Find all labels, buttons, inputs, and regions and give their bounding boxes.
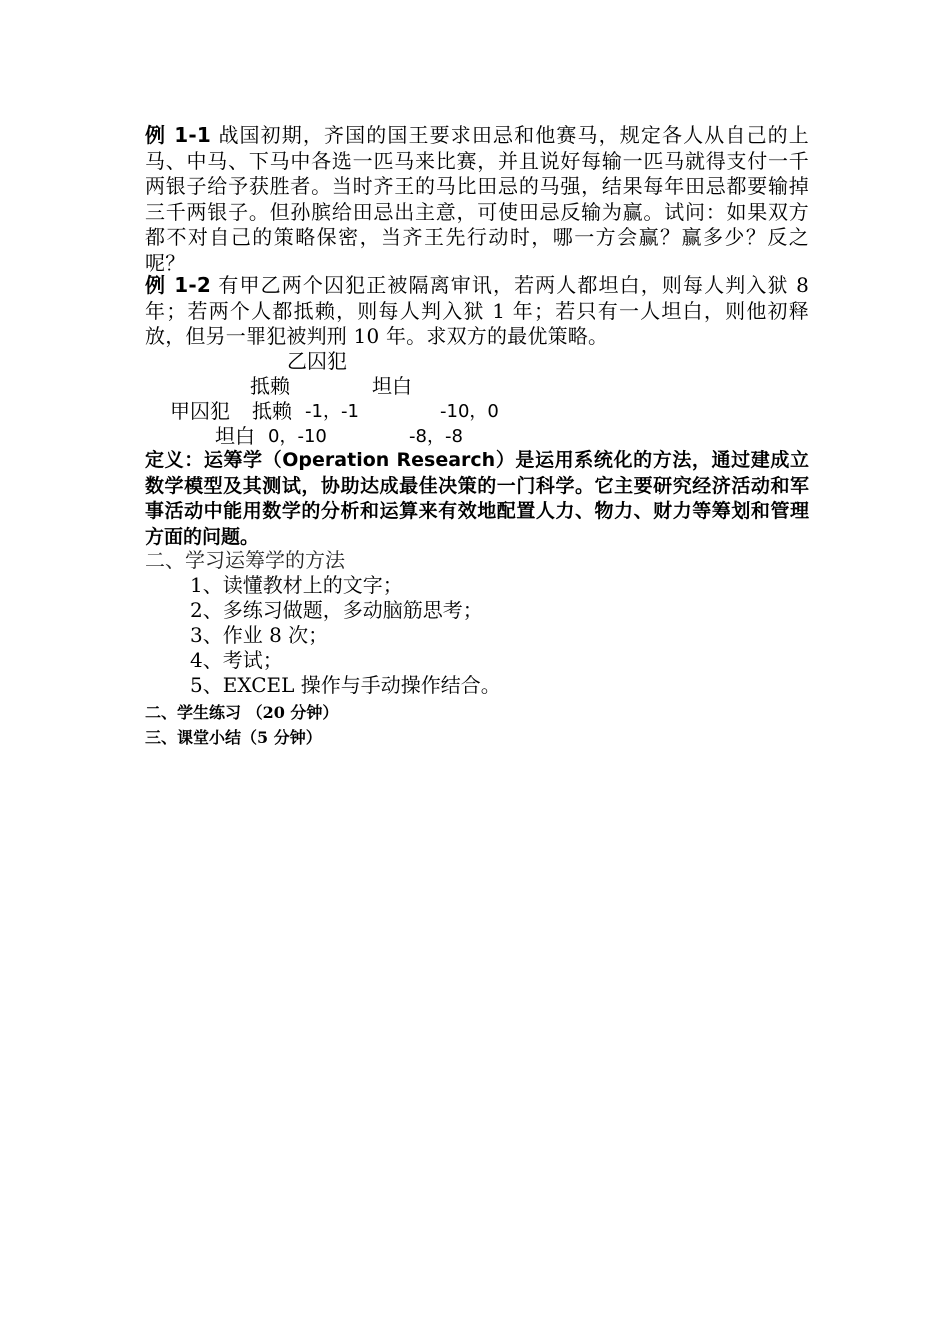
column-strategy-deny: 抵赖 <box>250 374 290 398</box>
method-item-1: 1、读懂教材上的文字； <box>190 573 403 597</box>
example-2-text: 有甲乙两个囚犯正被隔离审讯，若两人都坦白，则每人判入狱 8 年；若两个人都抵赖，则每人判入狱 1 年；若只有一人坦白，则他初释放，但另一罪犯被判刑 10 年。求双方的最优策略。 <box>145 273 809 348</box>
method-item-4: 4、考试； <box>190 648 283 672</box>
methods-heading: 二、学习运筹学的方法 <box>145 548 345 572</box>
payoff-confess-deny: 0，-10 <box>268 426 327 447</box>
column-player-label: 乙囚犯 <box>287 349 347 373</box>
method-item-3: 3、作业 8 次； <box>190 623 329 647</box>
method-item-5: 5、EXCEL 操作与手动操作结合。 <box>190 673 501 697</box>
row-strategy-confess: 坦白 <box>215 424 255 448</box>
row-player-label: 甲囚犯 <box>170 399 230 423</box>
example-1-text: 战国初期，齐国的国王要求田忌和他赛马，规定各人从自己的上马、中马、下马中各选一匹马来比赛，并且说好每输一匹马就得支付一千两银子给予获胜者。当时齐王的马比田忌的马强，结果每年田忌都要输掉三千两银子。但孙膑给田忌出主意，可使田忌反输为赢。试问：如果双方都不对自己的策略保密，当齐王先行动时，哪一方会赢？赢多少？反之呢？ <box>145 123 809 275</box>
payoff-deny-deny: -1，-1 <box>305 401 359 422</box>
example-2-label: 例 1-2 <box>145 273 211 297</box>
column-strategy-confess: 坦白 <box>372 374 412 398</box>
row-strategy-deny: 抵赖 <box>252 399 292 423</box>
method-item-2: 2、多练习做题，多动脑筋思考； <box>190 598 483 622</box>
payoff-deny-confess: -10，0 <box>440 401 499 422</box>
section-class-summary: 三、课堂小结（5 分钟） <box>145 728 322 747</box>
section-student-practice: 二、学生练习 （20 分钟） <box>145 703 339 722</box>
example-1-label: 例 1-1 <box>145 123 211 147</box>
payoff-confess-confess: -8，-8 <box>409 426 463 447</box>
example-2-paragraph <box>145 273 809 350</box>
example-1-paragraph <box>145 123 809 276</box>
definition-paragraph: 定义：运筹学（Operation Research）是运用系统化的方法，通过建成立数学模型及其测试，协助达成最佳决策的一门科学。它主要研究经济活动和军事活动中能用数学的分析和运算来有效地配置人力、物力、财力等筹划和管理方面的问题。 <box>145 449 809 548</box>
